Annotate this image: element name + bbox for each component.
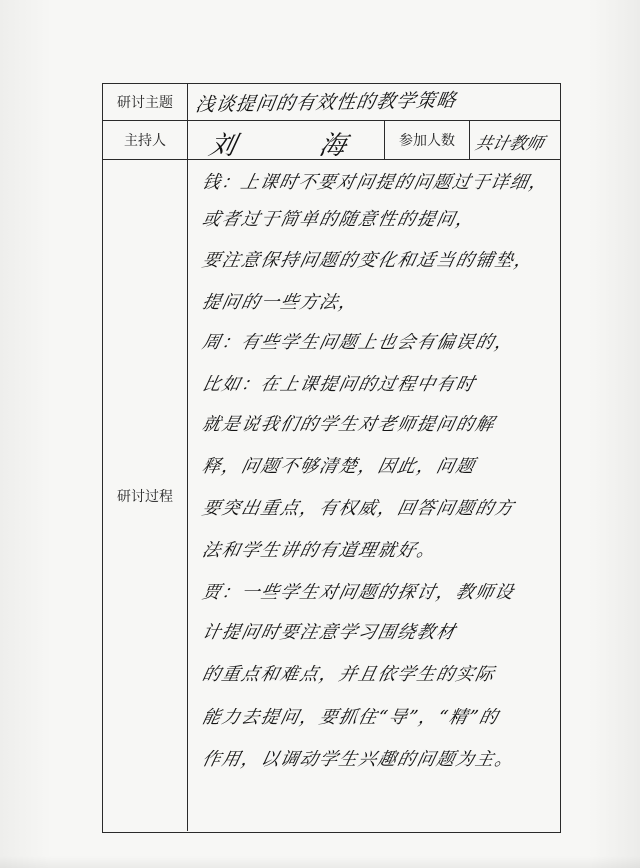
note-line: 的重点和难点，并且依学生的实际 [200,664,498,685]
host-row [103,121,560,160]
host-value-cell [188,121,385,159]
note-line: 比如：在上课提问的过程中有时 [200,374,478,395]
note-line: 或者过于简单的随意性的提问， [200,209,478,230]
note-line: 能力去提问，要抓住“导”，“精”的 [200,707,501,728]
process-row [103,160,560,831]
note-line: 钱：上课时不要对问提的问题过于详细， [200,172,551,193]
topic-value: 浅谈提问的有效性的教学策略 [194,89,459,116]
note-line: 就是说我们的学生对老师提问的解 [200,414,498,435]
topic-value-cell [188,84,560,120]
participants-value-cell [470,121,560,159]
participants-value: 共计教师 [472,134,546,154]
process-content [188,160,560,831]
handwritten-notes [194,160,554,831]
note-line: 法和学生讲的有道理就好。 [200,540,439,561]
note-line: 贾：一些学生对问题的探讨，教师设 [200,582,517,603]
note-line: 周：有些学生问题上也会有偏误的， [200,332,517,353]
note-line: 要突出重点，有权威，回答问题的方 [200,498,517,519]
process-label: 研讨过程 [103,160,188,831]
host-value: 刘 海 [206,131,387,161]
note-line: 释，问题不够清楚，因此，问题 [200,456,478,477]
note-line: 计提问时要注意学习围绕教材 [200,622,459,643]
note-line: 作用，以调动学生兴趣的问题为主。 [200,749,517,770]
note-line: 要注意保持问题的变化和适当的铺垫， [200,250,537,271]
seminar-record-table [102,83,561,833]
scan-shadow [0,856,640,868]
host-label: 主持人 [103,121,188,159]
note-line: 提问的一些方法， [200,292,361,313]
topic-row [103,84,560,121]
topic-label: 研讨主题 [103,84,188,120]
participants-label: 参加人数 [385,121,470,159]
